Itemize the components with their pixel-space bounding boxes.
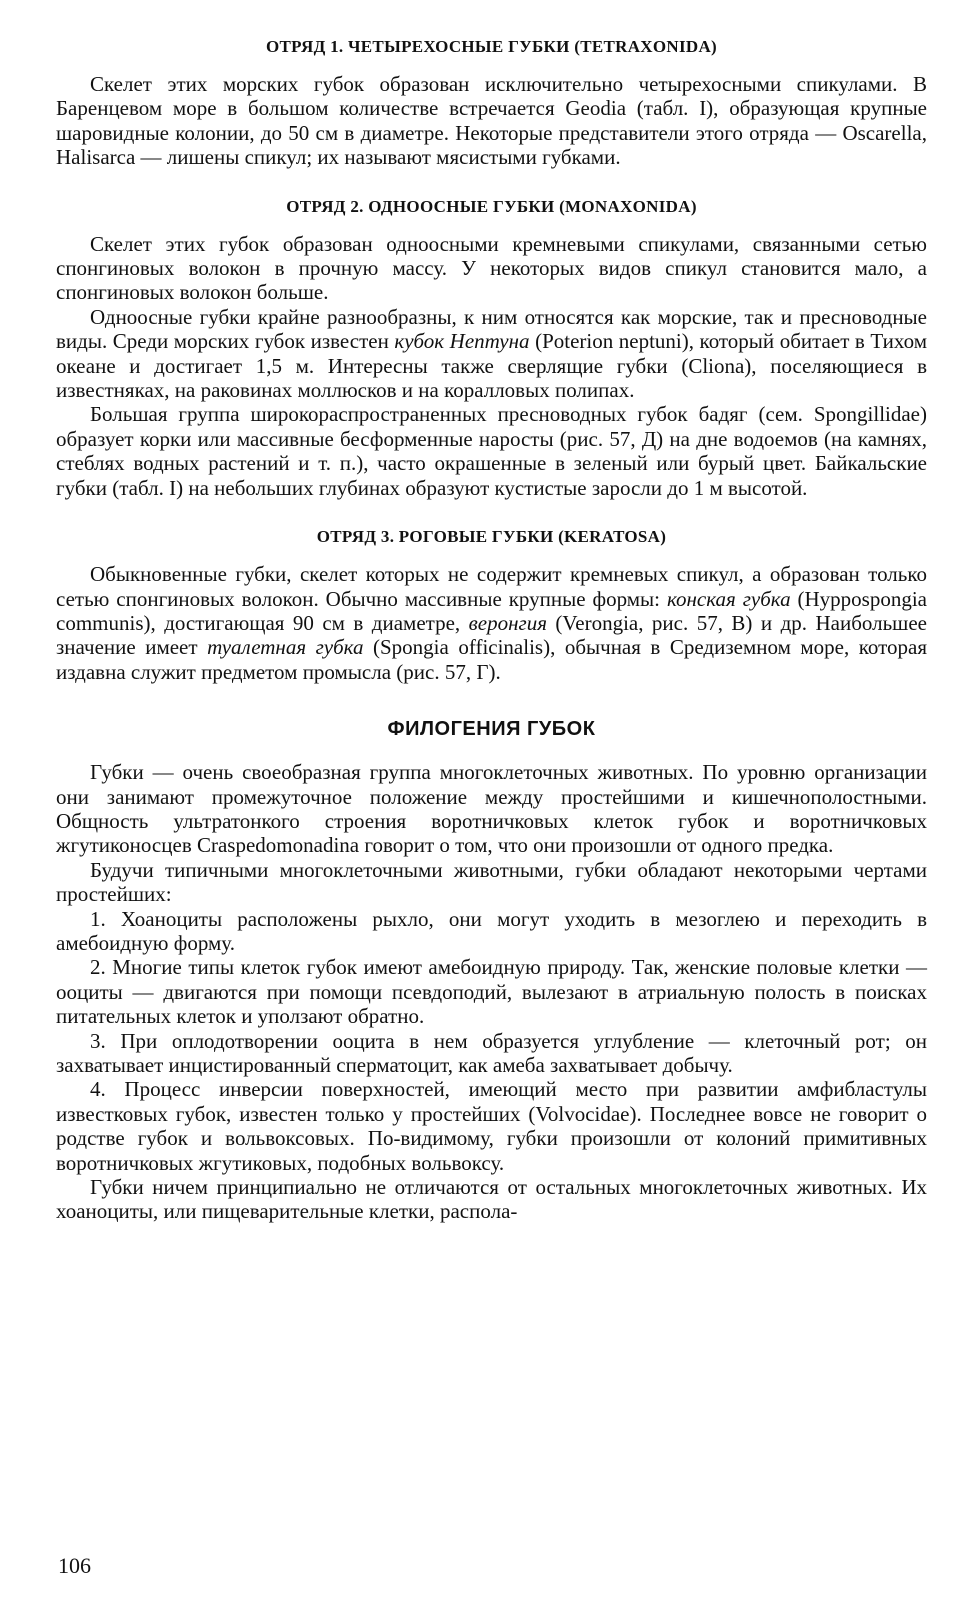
- page-number: 106: [58, 1553, 91, 1578]
- order-2-paragraph-3: Большая группа широкораспространенных пресноводных губок бадяг (сем. Spongillidae) образует корки или массивные бесформенные наросты (рис. 57, Д) на дне водоемов (на камнях, стеблях водных растений и т. п.), часто окрашенные в зеленый или бурый цвет. Байкальские губки (табл. I) на небольших глубинах образуют кустистые заросли до 1 м высотой.: [56, 402, 927, 500]
- phylogeny-list-item-3: 3. При оплодотворении ооцита в нем образуется углубление — клеточный рот; он захватывает инцистированный сперматоцит, как амеба захватывает добычу.: [56, 1028, 927, 1077]
- order-2-paragraph-1: Скелет этих губок образован одноосными кремневыми спикулами, связанными сетью спонгиновых волокон в прочную массу. У некоторых видов спикул становится мало, а спонгиновых волокон больше.: [56, 231, 927, 305]
- phylogeny-list-item-4: 4. Процесс инверсии поверхностей, имеющий место при развитии амфибластулы известковых губок, известен только у простейших (Volvocidae). Последнее вовсе не говорит о родстве губок и вольвоксовых. По-видимому, губки произошли от колоний примитивных воротничковых жгутиковых, подобных вольвоксу.: [56, 1077, 927, 1175]
- order-3-paragraph-1: Обыкновенные губки, скелет которых не содержит кремневых спикул, а образован только сетью спонгиновых волокон. Обычно массивные крупные формы: конская губка (Hyppospongia communis), достигающая 90 см в диаметре, веронгия (Verongia, рис. 57, В) и др. Наибольшее значение имеет туалетная губка (Spongia officinalis), обычная в Средиземном море, которая издавна служит предметом промысла (рис. 57, Г).: [56, 562, 927, 684]
- phylogeny-paragraph-3: Губки ничем принципиально не отличаются от остальных многоклеточных животных. Их хоаноциты, или пищеварительные клетки, распола-: [56, 1175, 927, 1224]
- phylogeny-heading: ФИЛОГЕНИЯ ГУБОК: [387, 718, 596, 741]
- phylogeny-paragraph-1: Губки — очень своеобразная группа многоклеточных животных. По уровню организации они занимают промежуточное положение между простейшими и кишечнополостными. Общность ультратонкого строения воротничковых клеток губок и воротничковых жгутиконосцев Craspedomonadina говорит о том, что они произошли от одного предка.: [56, 760, 927, 858]
- phylogeny-paragraph-2: Будучи типичными многоклеточными животными, губки обладают некоторыми чертами простейших:: [56, 857, 927, 907]
- order-3-heading: ОТРЯД 3. РОГОВЫЕ ГУБКИ (KERATOSA): [316, 527, 667, 547]
- phylogeny-list-item-1: 1. Хоаноциты расположены рыхло, они могут уходить в мезоглею и переходить в амебоидную форму.: [56, 906, 927, 955]
- order-1-paragraph-1: Скелет этих морских губок образован исключительно четырехосными спикулами. В Баренцевом море в большом количестве встречается Geodia (табл. I), образующая крупные шаровидные колонии, до 50 см в диаметре. Некоторые представители этого отряда — Oscarella, Halisarca — лишены спикул; их называют мясистыми губками.: [56, 72, 927, 170]
- order-1-heading: ОТРЯД 1. ЧЕТЫРЕХОСНЫЕ ГУБКИ (TETRAXONIDA): [266, 37, 717, 56]
- phylogeny-list-item-2: 2. Многие типы клеток губок имеют амебоидную природу. Так, женские половые клетки — ооциты — двигаются при помощи псевдоподий, вылезают в атриальную полость в поисках питательных клеток и уползают обратно.: [56, 955, 927, 1029]
- order-2-paragraph-2: Одноосные губки крайне разнообразны, к ним относятся как морские, так и пресноводные виды. Среди морских губок известен кубок Нептуна (Poterion neptuni), который обитает в Тихом океане и достигает 1,5 м. Интересны также сверлящие губки (Cliona), поселяющиеся в известняках, на раковинах моллюсков и на коралловых полипах.: [56, 304, 927, 403]
- order-2-heading: ОТРЯД 2. ОДНООСНЫЕ ГУБКИ (MONAXONIDA): [286, 196, 697, 216]
